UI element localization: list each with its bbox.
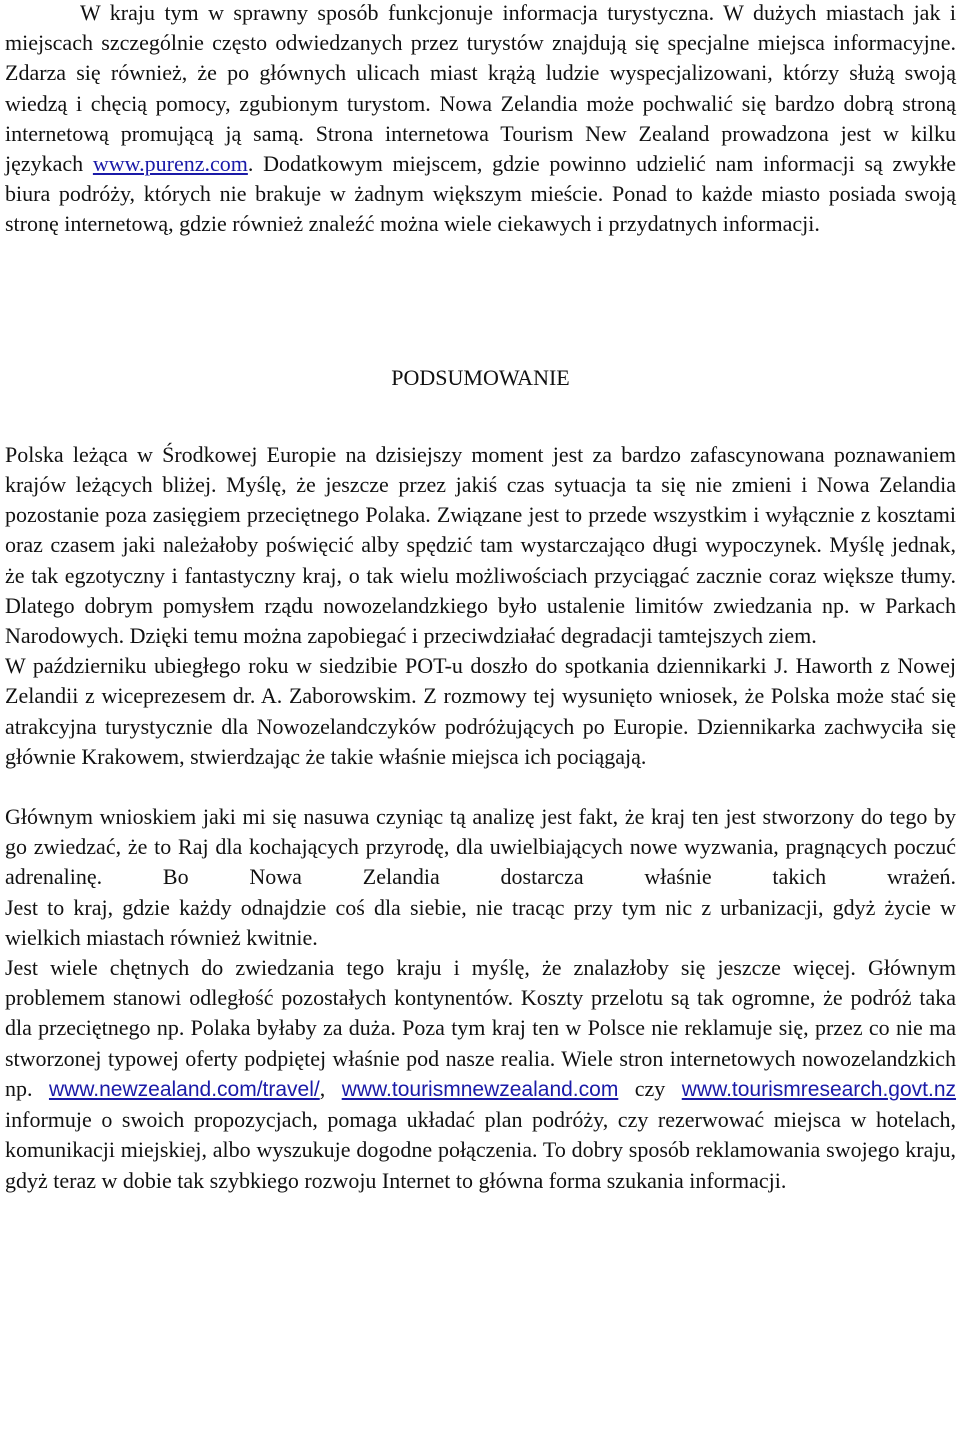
summary-paragraph-5-text: Jest wiele chętnych do zwiedzania tego kraju i myślę, że znalazłoby się jeszcze więcej. Głównym problemem stanowi odległość pozostałych kontynentów. Koszty przelotu są tak ogromne, że podróż taka dla przeciętnego np. Polaka byłaby za duża. Poza tym kraj ten w Polsce nie reklamuje się, przez co nie ma stworzonej typowej oferty podpiętej właśnie pod nasze realia. Wiele stron internetowych nowozelandzkich np.: [5, 955, 956, 1101]
section-heading: PODSUMOWANIE: [391, 364, 570, 390]
intro-sentence-1: W kraju tym w sprawny sposób funkcjonuje informacja turystyczna. W dużych miastach jak i miejscach szczególnie często odwiedzanych przez turystów znajdują się specjalne miejsca informacyjne. Zdarza się również, że po głównych ulicach miast krążą ludzie wyspecjalizowani, którzy służą swoją wiedzą i chęcią pomocy, zgubionym turystom.: [5, 0, 956, 116]
intro-sentence-4: Ponad to każde miasto posiada swoją stronę internetową, gdzie również znaleźć można wiele ciekawych i przydatnych informacji.: [5, 181, 956, 237]
summary-paragraph-4: Jest to kraj, gdzie każdy odnajdzie coś dla siebie, nie tracąc przy tym nic z urbanizacji, gdyż życie w wielkich miastach również kwitnie.: [5, 894, 956, 950]
paragraph-gap: [5, 772, 956, 802]
czy-text: czy: [634, 1075, 666, 1101]
intro-sentence-3: . Dodatkowym miejscem, gdzie powinno udzielić nam informacji są zwykłe biura podróży, których nie brakuje w żadnym większym mieście.: [5, 151, 956, 207]
comma-text: ,: [319, 1075, 326, 1101]
summary-paragraph-5: [5, 953, 956, 1196]
tourismnewzealand-link[interactable]: www.tourismnewzealand.com: [341, 1077, 619, 1101]
summary-paragraph-2: W październiku ubiegłego roku w siedzibie POT-u doszło do spotkania dziennikarki J. Haworth z Nowej Zelandii z wiceprezesem dr. A. Zaborowskim. Z rozmowy tej wysunięto wniosek, że Polska może stać się atrakcyjna turystycznie dla Nowozelandczyków podróżujących po Europie. Dziennikarka zachwyciła się głównie Krakowem, stwierdzając że takie właśnie miejsca ich pociągają.: [5, 653, 956, 769]
summary-paragraph-3: Głównym wnioskiem jaki mi się nasuwa czyniąc tą analizę jest fakt, że kraj ten jest stworzony do tego by go zwiedzać, że to Raj dla kochających przyrodę, dla uwielbiających nowe wyzwania, pragnących poczuć adrenalinę. Bo Nowa Zelandia dostarcza właśnie takich wrażeń.: [5, 804, 956, 890]
newzealand-travel-link[interactable]: www.newzealand.com/travel/: [48, 1077, 320, 1101]
intro-paragraph: [5, 0, 956, 240]
summary-paragraph-5-end: informuje o swoich propozycjach, pomaga układać plan podróży, czy rezerwować miejsca w hotelach, komunikacji miejskiej, albo wyszukuje dogodne połączenia. To dobry sposób reklamowania swojego kraju, gdyż teraz w dobie tak szybkiego rozwoju Internet to główna forma szukania informacji.: [5, 1107, 956, 1193]
tourismresearch-link[interactable]: www.tourismresearch.govt.nz: [681, 1077, 957, 1101]
summary-paragraph-1: Polska leżąca w Środkowej Europie na dzisiejszy moment jest za bardzo zafascynowana poznawaniem krajów leżących bliżej. Myślę, że jeszcze przez jakiś czas sytuacja ta się nie zmieni i Nowa Zelandia pozostanie poza zasięgiem przeciętnego Polaka. Związane jest to przede wszystkim i wyłącznie z kosztami oraz czasem jaki należałoby poświęcić alby spędzić tam wystarczająco długi wypoczynek. Myślę jednak, że tak egzotyczny i fantastyczny kraj, o tak wielu możliwościach przyciągać zacznie coraz większe tłumy. Dlatego dobrym pomysłem rządu nowozelandzkiego było ustalenie limitów zwiedzania np. w Parkach Narodowych. Dzięki temu można zapobiegać i przeciwdziałać degradacji tamtejszych ziem.: [5, 441, 956, 649]
purenz-link[interactable]: www.purenz.com: [92, 151, 248, 177]
intro-sentence-2: Nowa Zelandia może pochwalić się bardzo dobrą stroną internetową promującą ją samą. Strona internetowa Tourism New Zealand prowadzona jest w kilku językach: [5, 90, 957, 177]
